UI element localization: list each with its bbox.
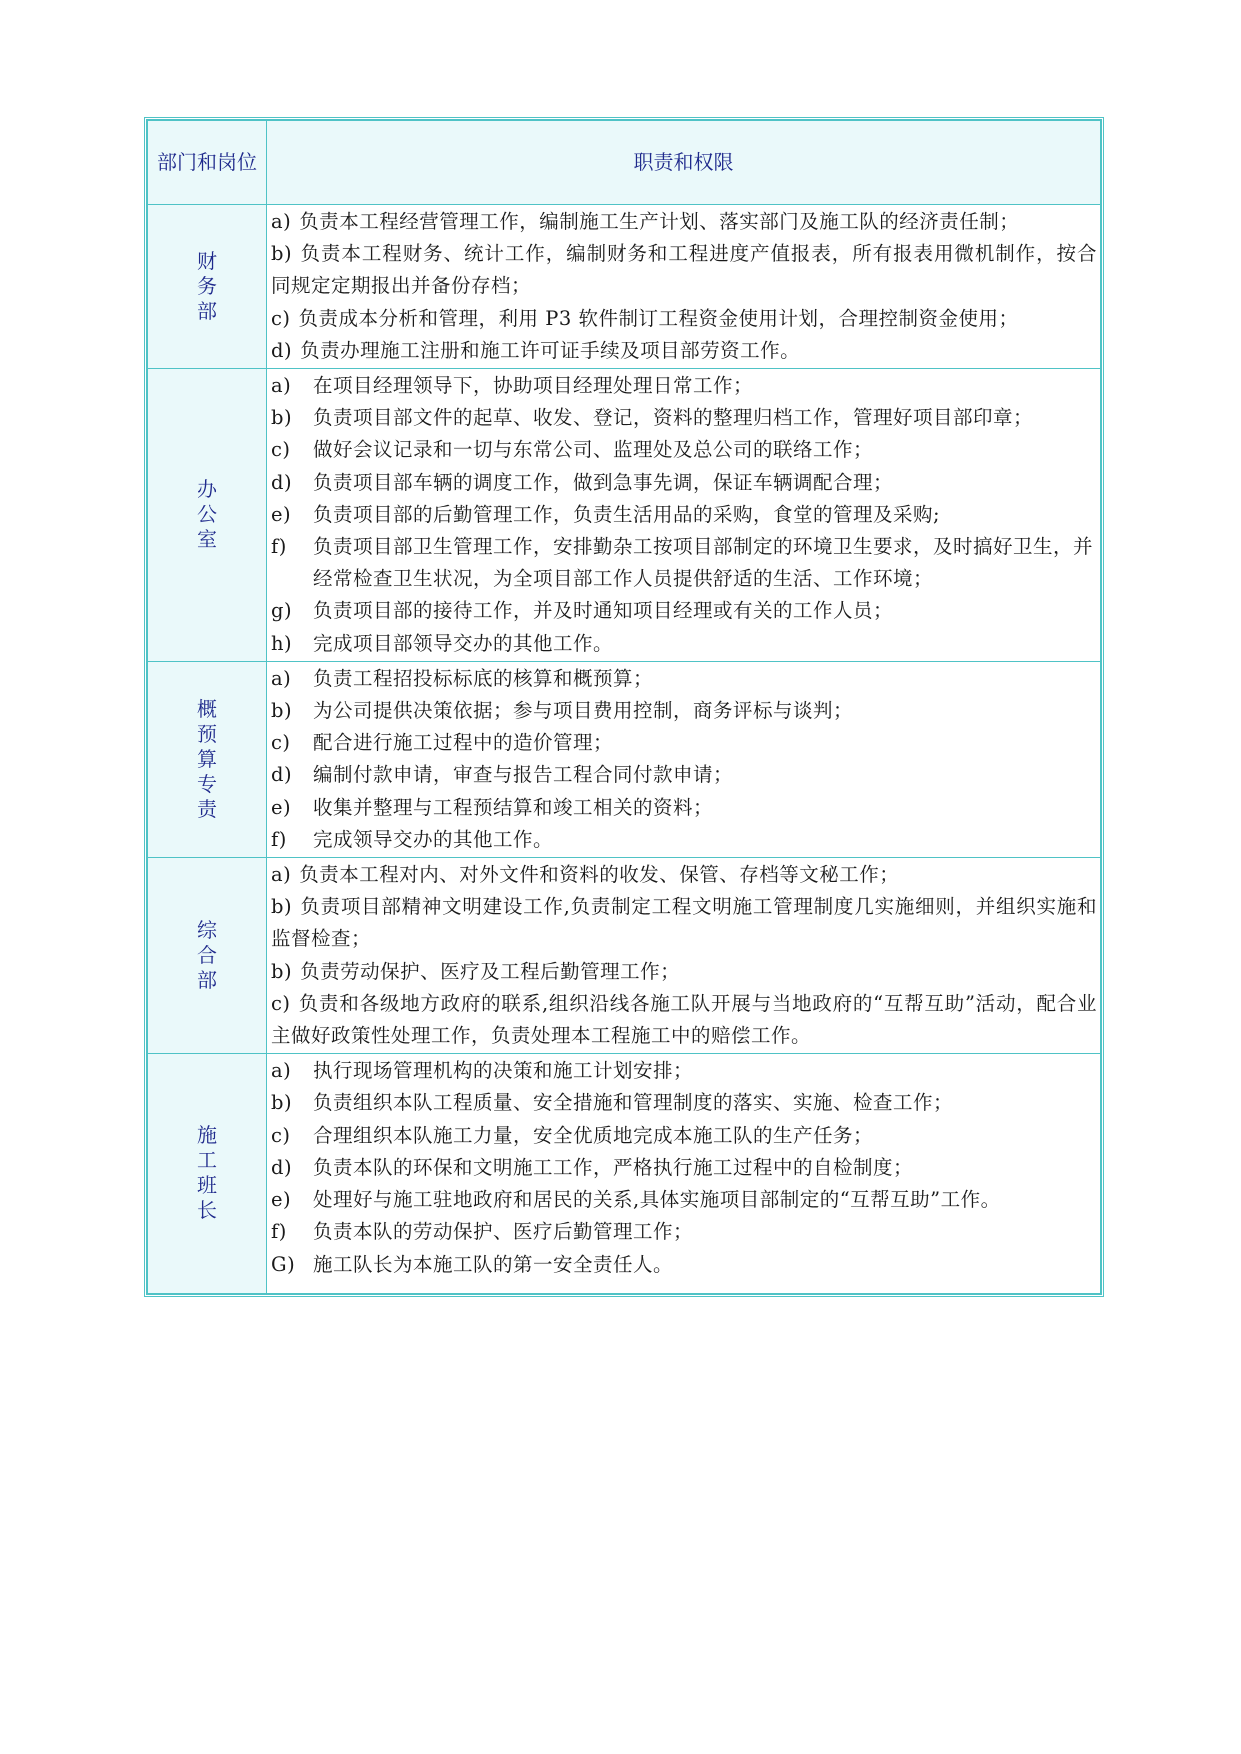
dept-char: 办 <box>197 477 217 502</box>
duty-text: 负责项目部精神文明建设工作,负责制定工程文明施工管理制度几实施细则，并组织实施和监督检查； <box>271 895 1097 951</box>
duty-item <box>271 1087 1097 1119</box>
duty-item <box>271 1120 1097 1152</box>
dept-char: 公 <box>197 502 217 527</box>
duty-text: 负责本队的环保和文明施工工作，严格执行施工过程中的自检制度； <box>313 1155 914 1179</box>
dept-char: 综 <box>197 918 217 943</box>
duty-text: 完成项目部领导交办的其他工作。 <box>313 631 614 655</box>
duty-item <box>271 727 1097 759</box>
duty-text: 负责组织本队工程质量、安全措施和管理制度的落实、实施、检查工作； <box>313 1091 954 1115</box>
table-row <box>148 858 1101 1054</box>
duty-marker: e) <box>271 795 292 819</box>
dept-char: 工 <box>197 1148 217 1173</box>
duty-text: 处理好与施工驻地政府和居民的关系,具体实施项目部制定的“互帮互助”工作。 <box>313 1188 1001 1212</box>
duty-text: 负责成本分析和管理，利用 P3 软件制订工程资金使用计划，合理控制资金使用； <box>298 306 1019 330</box>
dept-char: 部 <box>197 299 217 323</box>
duty-text: 为公司提供决策依据；参与项目费用控制，商务评标与谈判； <box>313 699 854 723</box>
dept-char: 长 <box>197 1198 217 1223</box>
duties-cell <box>267 369 1101 662</box>
duty-text: 合理组织本队施工力量，安全优质地完成本施工队的生产任务； <box>313 1123 874 1147</box>
duty-item <box>271 434 1097 466</box>
duty-text: 负责劳动保护、医疗及工程后勤管理工作； <box>300 959 681 983</box>
dept-char: 预 <box>197 721 217 746</box>
dept-cell <box>148 1054 267 1293</box>
duty-marker: a) <box>271 863 292 887</box>
duty-marker: f) <box>271 535 287 559</box>
responsibility-table <box>147 120 1101 1294</box>
dept-cell <box>148 858 267 1054</box>
duty-marker: d) <box>271 1155 293 1179</box>
duty-marker: a) <box>271 374 292 398</box>
duties-cell <box>267 858 1101 1054</box>
duty-item <box>271 859 1097 891</box>
duty-marker: b) <box>271 406 293 430</box>
duty-item <box>271 531 1097 595</box>
dept-char: 部 <box>197 968 217 993</box>
dept-cell <box>148 205 267 369</box>
duty-marker: f) <box>271 1220 287 1244</box>
duty-text: 负责项目部的接待工作，并及时通知项目经理或有关的工作人员； <box>313 599 894 623</box>
duty-text: 负责项目部车辆的调度工作，做到急事先调，保证车辆调配合理； <box>313 470 894 494</box>
duty-item <box>271 1249 1097 1281</box>
duty-text: 在项目经理领导下，协助项目经理处理日常工作； <box>313 374 754 398</box>
duty-item <box>271 303 1097 335</box>
dept-column-header <box>148 121 267 205</box>
duty-text: 负责项目部文件的起草、收发、登记，资料的整理归档工作，管理好项目部印章； <box>313 406 1034 430</box>
duty-item <box>271 988 1097 1052</box>
duty-marker: d) <box>271 763 293 787</box>
dept-column-header-text: 部门和岗位 <box>157 150 257 174</box>
duty-item <box>271 238 1097 302</box>
duty-item <box>271 824 1097 856</box>
duty-text: 施工队长为本施工队的第一安全责任人。 <box>313 1252 674 1276</box>
table-header-row <box>148 121 1101 205</box>
duty-text: 负责工程招投标标底的核算和概预算； <box>313 666 654 690</box>
table-row <box>148 1054 1101 1293</box>
duty-text: 负责办理施工注册和施工许可证手续及项目部劳资工作。 <box>300 338 801 362</box>
table-row <box>148 205 1101 369</box>
duty-item <box>271 956 1097 988</box>
duties-cell <box>267 661 1101 857</box>
duty-item <box>271 1216 1097 1248</box>
dept-char: 算 <box>197 746 217 771</box>
duty-item <box>271 1184 1097 1216</box>
duty-marker: c) <box>271 731 291 755</box>
dept-cell <box>148 661 267 857</box>
duty-item <box>271 335 1097 367</box>
duty-marker: d) <box>271 338 293 362</box>
duty-marker: b) <box>271 1091 293 1115</box>
duty-text: 负责本队的劳动保护、医疗后勤管理工作； <box>313 1220 694 1244</box>
dept-char: 专 <box>197 771 217 796</box>
duty-item <box>271 595 1097 627</box>
duty-text: 负责项目部的后勤管理工作，负责生活用品的采购，食堂的管理及采购; <box>313 502 941 526</box>
duty-marker: h) <box>271 631 293 655</box>
table-body <box>148 205 1101 1294</box>
duty-item <box>271 628 1097 660</box>
duty-marker: b) <box>271 242 293 266</box>
duty-text: 做好会议记录和一切与东常公司、监理处及总公司的联络工作； <box>313 438 874 462</box>
duty-marker: b) <box>271 959 293 983</box>
responsibility-table-frame <box>144 117 1104 1297</box>
duty-item <box>271 759 1097 791</box>
duty-text: 负责本工程对内、对外文件和资料的收发、保管、存档等文秘工作； <box>299 863 900 887</box>
duty-text: 负责本工程经营管理工作，编制施工生产计划、落实部门及施工队的经济责任制； <box>299 210 1020 233</box>
duty-item <box>271 1055 1097 1087</box>
dept-char: 施 <box>197 1123 217 1148</box>
duty-marker: e) <box>271 502 292 526</box>
duty-text: 执行现场管理机构的决策和施工计划安排； <box>313 1059 694 1083</box>
duties-column-header-text: 职责和权限 <box>633 150 734 174</box>
duties-column-header <box>267 121 1101 205</box>
duty-text: 完成领导交办的其他工作。 <box>313 827 554 851</box>
duty-text: 负责项目部卫生管理工作，安排勤杂工按项目部制定的环境卫生要求，及时搞好卫生，并经常检查卫生状况，为全项目部工作人员提供舒适的生活、工作环境； <box>313 535 1094 591</box>
duty-item <box>271 695 1097 727</box>
duty-marker: c) <box>271 1123 291 1147</box>
duty-text: 负责和各级地方政府的联系,组织沿线各施工队开展与当地政府的“互帮互助”活动，配合业主做好政策性处理工作，负责处理本工程施工中的赔偿工作。 <box>271 991 1097 1048</box>
duty-item <box>271 1152 1097 1184</box>
dept-char: 概 <box>197 696 217 721</box>
duty-item <box>271 467 1097 499</box>
duty-marker: e) <box>271 1188 292 1212</box>
duty-marker: f) <box>271 827 287 851</box>
duty-item <box>271 792 1097 824</box>
duty-item <box>271 402 1097 434</box>
duty-marker: c) <box>271 991 291 1015</box>
duty-marker: c) <box>271 306 291 330</box>
duty-item <box>271 663 1097 695</box>
duty-text: 负责本工程财务、统计工作，编制财务和工程进度产值报表，所有报表用微机制作，按合同规定定期报出并备份存档； <box>271 242 1097 298</box>
duty-text: 配合进行施工过程中的造价管理； <box>313 731 614 755</box>
dept-char: 务 <box>197 274 217 298</box>
dept-cell <box>148 369 267 662</box>
duty-marker: c) <box>271 438 291 462</box>
duty-item <box>271 370 1097 402</box>
dept-char: 责 <box>197 796 217 821</box>
dept-char: 合 <box>197 943 217 968</box>
duties-cell <box>267 205 1101 369</box>
duty-text: 编制付款申请，审查与报告工程合同付款申请； <box>313 763 734 787</box>
duties-cell <box>267 1054 1101 1293</box>
duty-marker: g) <box>271 599 293 623</box>
table-row <box>148 369 1101 662</box>
dept-char: 财 <box>197 249 217 273</box>
duty-marker: d) <box>271 470 293 494</box>
duty-marker: a) <box>271 1059 292 1083</box>
duty-marker: a) <box>271 666 292 690</box>
duty-marker: b) <box>271 895 293 919</box>
duty-item <box>271 206 1097 238</box>
duty-marker: a) <box>271 210 292 233</box>
duty-item <box>271 499 1097 531</box>
duty-text: 收集并整理与工程预结算和竣工相关的资料； <box>313 795 714 819</box>
duty-item <box>271 891 1097 955</box>
dept-char: 室 <box>197 527 217 552</box>
duty-marker: G) <box>271 1252 296 1276</box>
table-row <box>148 661 1101 857</box>
duty-marker: b) <box>271 699 293 723</box>
dept-char: 班 <box>197 1173 217 1198</box>
